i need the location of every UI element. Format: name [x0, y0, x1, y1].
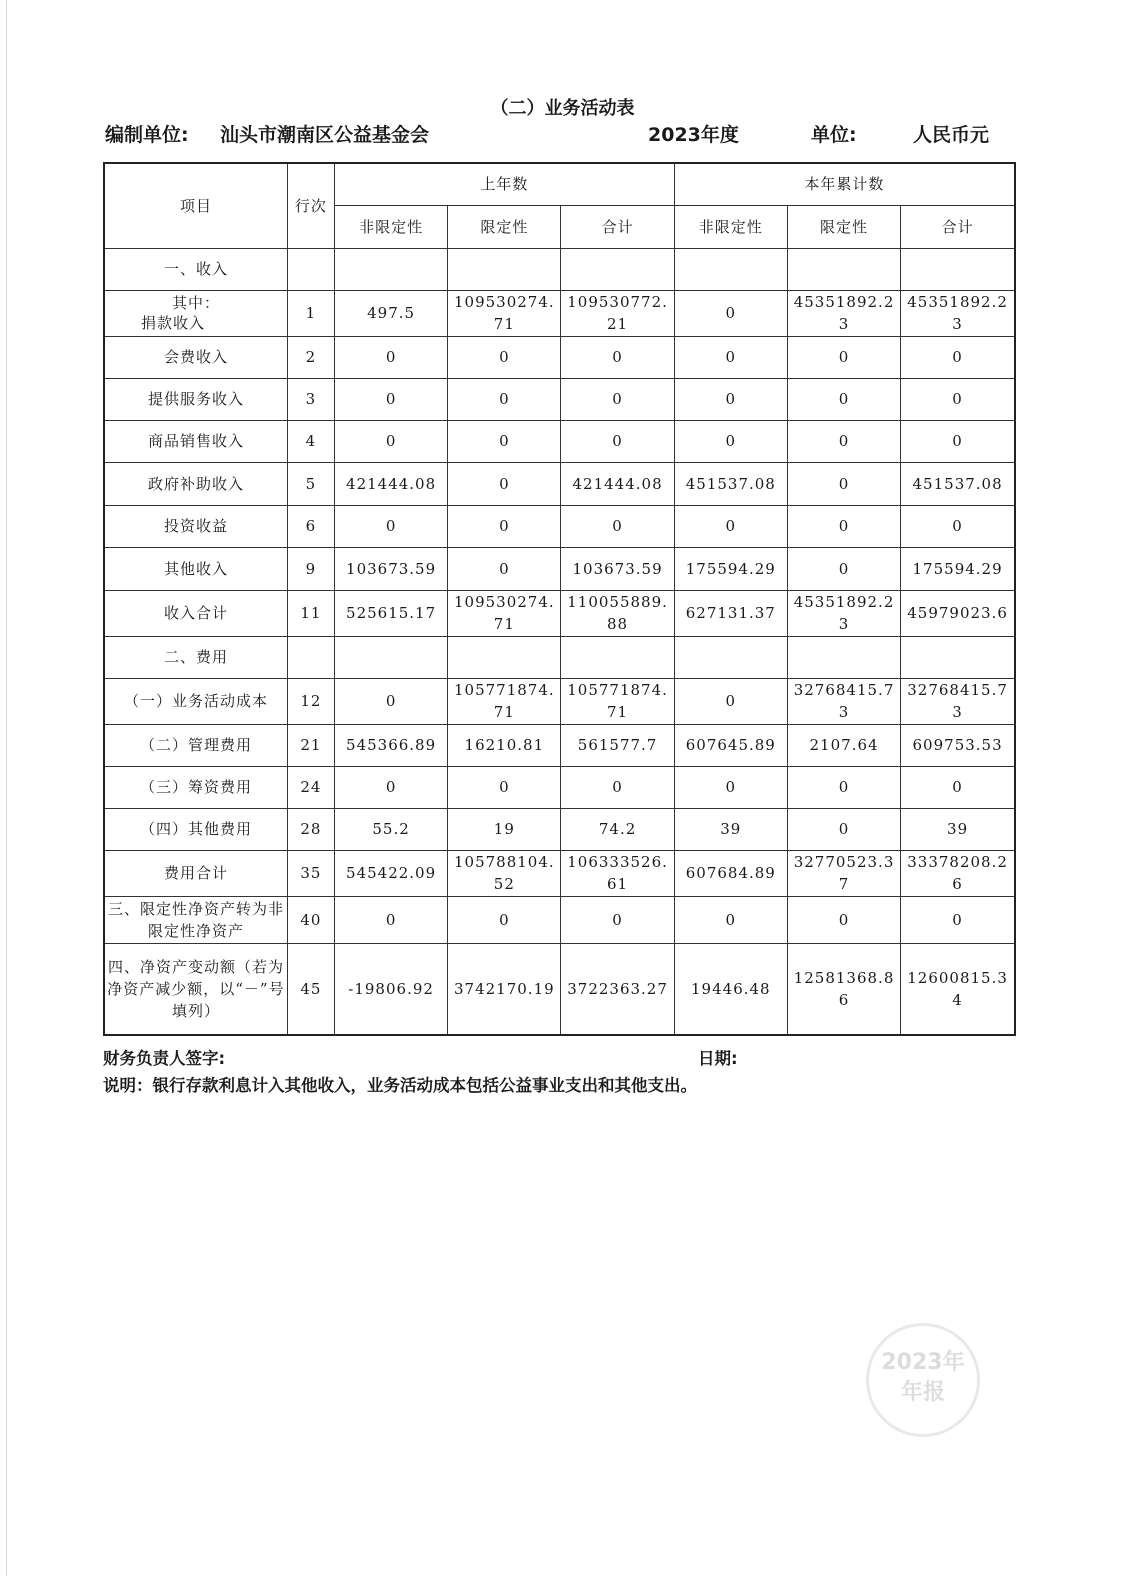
value-cell: 39: [674, 808, 787, 850]
value-cell: 451537.08: [674, 462, 787, 505]
value-cell: 607684.89: [674, 850, 787, 896]
value-cell: [561, 248, 674, 290]
row-number: [287, 248, 334, 290]
header-item: 项目: [104, 163, 287, 248]
row-number: 35: [287, 850, 334, 896]
value-cell: 0: [787, 505, 900, 547]
table-row: [104, 505, 1015, 547]
value-cell: 0: [787, 336, 900, 378]
value-cell: 74.2: [561, 808, 674, 850]
row-number: 4: [287, 420, 334, 462]
row-number: 5: [287, 462, 334, 505]
row-label: [104, 290, 287, 336]
row-label: （二）管理费用: [104, 724, 287, 766]
value-cell: 0: [674, 378, 787, 420]
value-cell: 109530772.21: [561, 290, 674, 336]
annual-report-stamp: [866, 1323, 980, 1437]
value-cell: 0: [787, 420, 900, 462]
table-body: [104, 248, 1015, 1035]
value-cell: 0: [561, 420, 674, 462]
value-cell: 0: [448, 766, 561, 808]
value-cell: 0: [334, 896, 447, 943]
value-cell: 16210.81: [448, 724, 561, 766]
row-number: 11: [287, 590, 334, 636]
signature-label: 财务负责人签字:: [103, 1049, 226, 1068]
value-cell: [448, 636, 561, 678]
row-label: 四、净资产变动额（若为净资产减少额，以“－”号填列）: [104, 943, 287, 1035]
business-activity-table: [103, 162, 1016, 1036]
value-cell: 0: [674, 505, 787, 547]
value-cell: 607645.89: [674, 724, 787, 766]
value-cell: 45351892.23: [901, 290, 1015, 336]
value-cell: 0: [674, 896, 787, 943]
value-cell: [901, 636, 1015, 678]
table-row: [104, 636, 1015, 678]
row-number: 24: [287, 766, 334, 808]
value-cell: 2107.64: [787, 724, 900, 766]
table-row: [104, 547, 1015, 590]
table-row: [104, 590, 1015, 636]
value-cell: 106333526.61: [561, 850, 674, 896]
value-cell: 0: [334, 378, 447, 420]
value-cell: 3722363.27: [561, 943, 674, 1035]
value-cell: 55.2: [334, 808, 447, 850]
header-prev-year: 上年数: [334, 163, 674, 205]
row-number: 40: [287, 896, 334, 943]
row-number: 3: [287, 378, 334, 420]
value-cell: 0: [561, 505, 674, 547]
value-cell: 39: [901, 808, 1015, 850]
row-number: [287, 636, 334, 678]
table-row: [104, 420, 1015, 462]
value-cell: [787, 636, 900, 678]
value-cell: 0: [561, 336, 674, 378]
header-prev-total: 合计: [561, 205, 674, 248]
value-cell: 109530274.71: [448, 290, 561, 336]
header-curr-restricted: 限定性: [787, 205, 900, 248]
value-cell: 0: [448, 547, 561, 590]
value-cell: 0: [334, 678, 447, 724]
value-cell: 0: [787, 378, 900, 420]
value-cell: 561577.7: [561, 724, 674, 766]
value-cell: 0: [448, 378, 561, 420]
row-label: 会费收入: [104, 336, 287, 378]
value-cell: [334, 636, 447, 678]
value-cell: [787, 248, 900, 290]
unit-value: 人民币元: [913, 124, 990, 146]
value-cell: 0: [561, 766, 674, 808]
row-number: 28: [287, 808, 334, 850]
value-cell: 19446.48: [674, 943, 787, 1035]
row-label: 商品销售收入: [104, 420, 287, 462]
value-cell: 0: [901, 378, 1015, 420]
value-cell: 421444.08: [561, 462, 674, 505]
value-cell: 0: [787, 896, 900, 943]
org-name: 汕头市潮南区公益基金会: [220, 124, 430, 146]
value-cell: 0: [901, 336, 1015, 378]
table-row: [104, 766, 1015, 808]
header-row-1: [104, 163, 1015, 205]
value-cell: 105771874.71: [561, 678, 674, 724]
note-text: 说明：银行存款利息计入其他收入，业务活动成本包括公益事业支出和其他支出。: [103, 1076, 697, 1095]
report-year: 2023年度: [648, 124, 739, 146]
row-label-prefix: 其中：: [171, 294, 220, 312]
value-cell: 175594.29: [674, 547, 787, 590]
header-prev-unrestricted: 非限定性: [334, 205, 447, 248]
value-cell: 0: [787, 766, 900, 808]
value-cell: 0: [561, 896, 674, 943]
header-curr-year: 本年累计数: [674, 163, 1015, 205]
table-row: [104, 943, 1015, 1035]
value-cell: 0: [674, 766, 787, 808]
value-cell: 0: [448, 420, 561, 462]
row-label: 费用合计: [104, 850, 287, 896]
table-row: [104, 462, 1015, 505]
value-cell: 105788104.52: [448, 850, 561, 896]
value-cell: 525615.17: [334, 590, 447, 636]
value-cell: 110055889.88: [561, 590, 674, 636]
value-cell: 32770523.37: [787, 850, 900, 896]
row-number: 2: [287, 336, 334, 378]
stamp-line-2: 年报: [900, 1380, 945, 1405]
value-cell: [674, 636, 787, 678]
date-label: 日期:: [698, 1049, 738, 1068]
value-cell: 0: [674, 290, 787, 336]
value-cell: 0: [901, 896, 1015, 943]
value-cell: 0: [901, 505, 1015, 547]
row-label: 二、费用: [104, 636, 287, 678]
header-curr-total: 合计: [901, 205, 1015, 248]
row-number: 21: [287, 724, 334, 766]
table-row: [104, 378, 1015, 420]
value-cell: 0: [787, 808, 900, 850]
row-label: 三、限定性净资产转为非限定性净资产: [104, 896, 287, 943]
table-row: [104, 808, 1015, 850]
value-cell: [561, 636, 674, 678]
value-cell: 3742170.19: [448, 943, 561, 1035]
row-label: 其他收入: [104, 547, 287, 590]
table-row: [104, 896, 1015, 943]
value-cell: [334, 248, 447, 290]
value-cell: 0: [334, 420, 447, 462]
row-label: 投资收益: [104, 505, 287, 547]
value-cell: 19: [448, 808, 561, 850]
row-label: 提供服务收入: [104, 378, 287, 420]
row-number: 12: [287, 678, 334, 724]
value-cell: 32768415.73: [787, 678, 900, 724]
value-cell: 0: [334, 336, 447, 378]
value-cell: 0: [448, 336, 561, 378]
value-cell: 175594.29: [901, 547, 1015, 590]
unit-label: 单位:: [811, 124, 857, 146]
row-label: （一）业务活动成本: [104, 678, 287, 724]
value-cell: 545422.09: [334, 850, 447, 896]
page-edge-divider: [6, 0, 7, 1576]
row-number: 9: [287, 547, 334, 590]
org-label: 编制单位:: [105, 124, 189, 146]
value-cell: 103673.59: [334, 547, 447, 590]
row-number: 45: [287, 943, 334, 1035]
value-cell: 105771874.71: [448, 678, 561, 724]
value-cell: 545366.89: [334, 724, 447, 766]
value-cell: 0: [448, 896, 561, 943]
row-label: 收入合计: [104, 590, 287, 636]
header-curr-unrestricted: 非限定性: [674, 205, 787, 248]
row-label: 政府补助收入: [104, 462, 287, 505]
value-cell: 45351892.23: [787, 590, 900, 636]
value-cell: 0: [448, 505, 561, 547]
header-prev-restricted: 限定性: [448, 205, 561, 248]
table-row: [104, 678, 1015, 724]
value-cell: 0: [787, 547, 900, 590]
table-row: [104, 850, 1015, 896]
value-cell: 0: [674, 420, 787, 462]
value-cell: 12600815.34: [901, 943, 1015, 1035]
value-cell: 0: [674, 678, 787, 724]
row-number: 6: [287, 505, 334, 547]
table-row: [104, 248, 1015, 290]
table-row: [104, 290, 1015, 336]
value-cell: 0: [674, 336, 787, 378]
value-cell: 0: [334, 766, 447, 808]
value-cell: 0: [561, 378, 674, 420]
value-cell: -19806.92: [334, 943, 447, 1035]
value-cell: 33378208.26: [901, 850, 1015, 896]
value-cell: 0: [901, 420, 1015, 462]
value-cell: 421444.08: [334, 462, 447, 505]
stamp-line-1: 2023年: [881, 1350, 965, 1375]
value-cell: [674, 248, 787, 290]
value-cell: 45979023.6: [901, 590, 1015, 636]
value-cell: 0: [448, 462, 561, 505]
value-cell: [448, 248, 561, 290]
row-label-sub: 捐款收入: [141, 314, 206, 332]
report-header: [105, 120, 1020, 150]
value-cell: 45351892.23: [787, 290, 900, 336]
value-cell: 0: [334, 505, 447, 547]
value-cell: 451537.08: [901, 462, 1015, 505]
row-label: （四）其他费用: [104, 808, 287, 850]
value-cell: 103673.59: [561, 547, 674, 590]
value-cell: 109530274.71: [448, 590, 561, 636]
row-label: （三）筹资费用: [104, 766, 287, 808]
header-row-no: 行次: [287, 163, 334, 248]
report-title: （二）业务活动表: [490, 98, 635, 119]
value-cell: 0: [787, 462, 900, 505]
value-cell: 497.5: [334, 290, 447, 336]
row-number: 1: [287, 290, 334, 336]
value-cell: 32768415.73: [901, 678, 1015, 724]
table-row: [104, 336, 1015, 378]
value-cell: 0: [901, 766, 1015, 808]
value-cell: 609753.53: [901, 724, 1015, 766]
row-label: 一、收入: [104, 248, 287, 290]
value-cell: 12581368.86: [787, 943, 900, 1035]
value-cell: [901, 248, 1015, 290]
value-cell: 627131.37: [674, 590, 787, 636]
table-row: [104, 724, 1015, 766]
